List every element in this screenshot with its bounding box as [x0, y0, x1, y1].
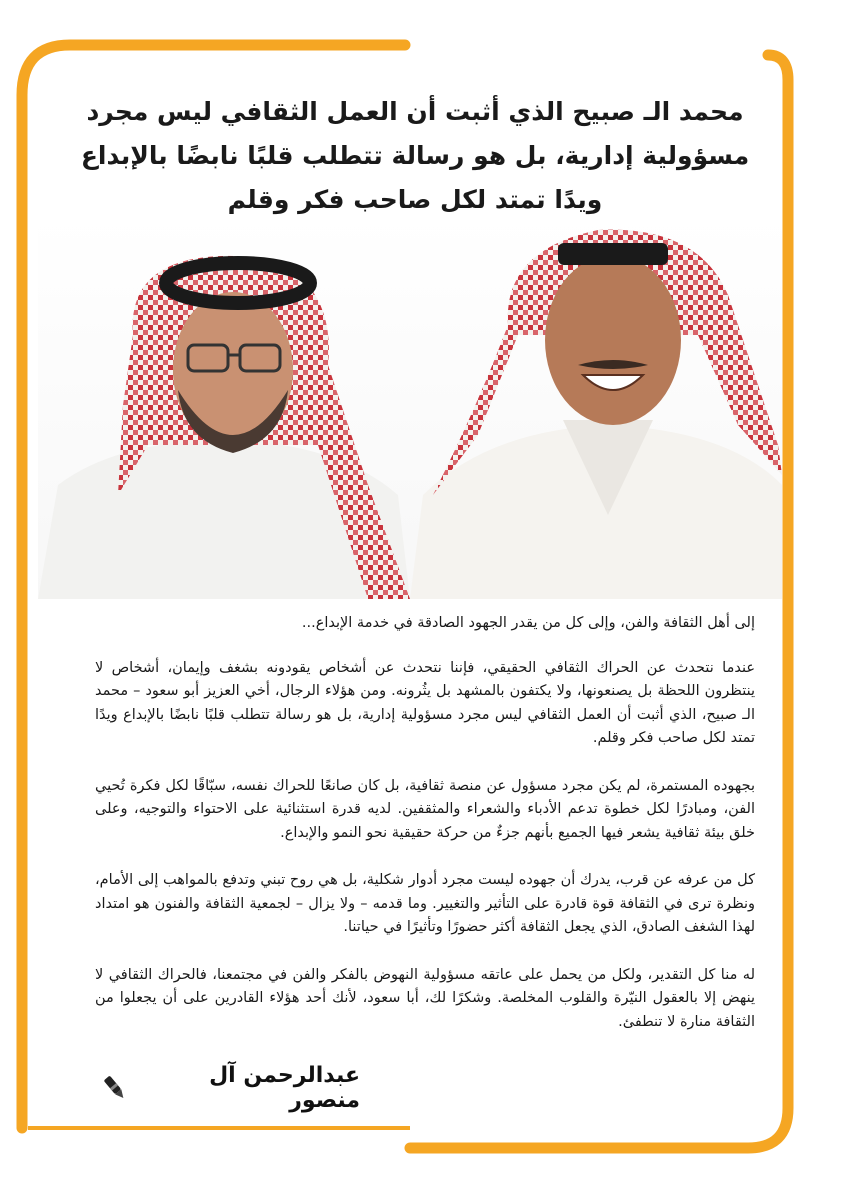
pen-icon [100, 1073, 130, 1103]
paragraph: عندما نتحدث عن الحراك الثقافي الحقيقي، فإننا نتحدث عن أشخاص يقودونه بشغف وإيمان، أشخاص لا ينتظرون اللحظة بل يصنعونها، ولا يكتفون بالمشهد بل يثُرونه. ومن هؤلاء الرجال، أخي العزيز أبو سعود – محمد الـ صبيح، الذي أثبت أن العمل الثقافي ليس مجرد مسؤولية إدارية، بل هو رسالة تتطلب قلبًا نابضًا بالإبداع ويدًا تمتد لكل صاحب فكر وقلم. [95, 659, 755, 746]
paragraph: كل من عرفه عن قرب، يدرك أن جهوده ليست مجرد أدوار شكلية، بل هي روح تبني وتدفع بالمواهب إلى الأمام، ونظرة ترى في الثقافة قوة قادرة على التأثير والتغيير. وما قدمه – ولا يزال – لجمعية الثقافة والفنون هو امتداد لهذا الشغف الصادق، الذي يجعل الثقافة أكثر حضورًا وتأثيرًا في حياتنا. [95, 872, 755, 935]
paragraph: إلى أهل الثقافة والفن، وإلى كل من يقدر الجهود الصادقة في خدمة الإبداع... [301, 615, 755, 631]
page-title: محمد الـ صبيح الذي أثبت أن العمل الثقافي ليس مجرد مسؤولية إدارية، بل هو رسالة تتطلب قلبًا نابضًا بالإبداع ويدًا تمتد لكل صاحب فكر وقلم [80, 97, 750, 214]
signature-name: عبدالرحمن آل منصور [209, 1063, 360, 1113]
portrait-photo [38, 215, 782, 599]
article-body [95, 612, 755, 1058]
paragraph: بجهوده المستمرة، لم يكن مجرد مسؤول عن منصة ثقافية، بل كان صانعًا للحراك نفسه، سبّاقًا لكل فكرة تُحيي الفن، ومبادرًا لكل خطوة تدعم الأدباء والشعراء والمثقفين. لديه قدرة استثنائية على الاحتواء والتوجيه، وعلى خلق بيئة ثقافية يشعر فيها الجميع بأنهم جزءٌ من حركة حقيقية نحو النمو والإبداع. [95, 777, 755, 841]
signature [100, 1063, 360, 1113]
paragraph: له منا كل التقدير، ولكل من يحمل على عاتقه مسؤولية النهوض بالفكر والفن في مجتمعنا، فالحراك الثقافي لا ينهض إلا بالعقول النيّرة والقلوب المخلصة. وشكرًا لك، أبا سعود، لأنك أحد هؤلاء القادرين على أن يجعلوا من الثقافة منارة لا تنطفئ. [95, 966, 755, 1030]
